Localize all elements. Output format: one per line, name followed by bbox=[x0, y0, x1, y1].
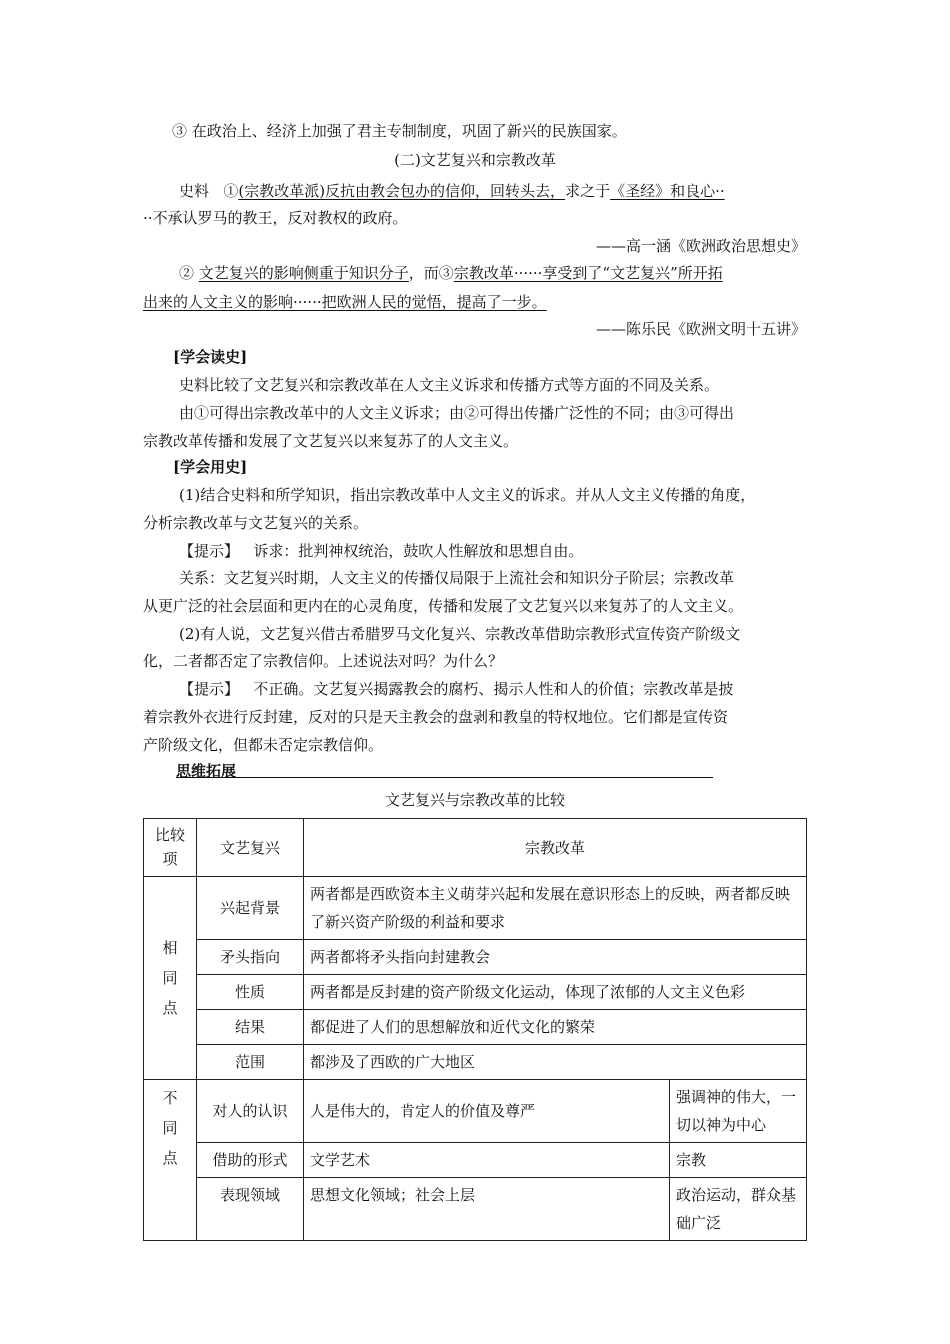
use-heading: [学会用史] bbox=[173, 458, 248, 476]
row-item: 结果 bbox=[197, 1010, 304, 1045]
source-2-number: ② bbox=[179, 264, 199, 282]
intro-paragraph: ③ 在政治上、经济上加强了君主专制制度，巩固了新兴的民族国家。 bbox=[172, 122, 627, 140]
comparison-table bbox=[143, 818, 807, 1241]
read-heading: [学会读史] bbox=[173, 348, 248, 366]
source-2-quote-b: 宗教改革······享受到了“文艺复兴”所开拓 bbox=[453, 264, 723, 282]
table-row bbox=[144, 1080, 807, 1143]
row-text: 都涉及了西欧的广大地区 bbox=[304, 1045, 807, 1080]
row-renaissance: 文学艺术 bbox=[304, 1143, 670, 1178]
table-title: 文艺复兴与宗教改革的比较 bbox=[384, 791, 565, 809]
source-2-line-1 bbox=[179, 263, 723, 283]
answer-2-text: 不正确。文艺复兴揭露教会的腐朽、揭示人性和人的价值；宗教改革是披 bbox=[253, 680, 734, 698]
row-reformation: 宗教 bbox=[670, 1143, 807, 1178]
hint-label-2: 【提示】 bbox=[179, 680, 240, 698]
row-item: 性质 bbox=[197, 975, 304, 1010]
row-reformation: 政治运动，群众基础广泛 bbox=[670, 1178, 807, 1241]
same-label: 相同点 bbox=[144, 877, 197, 1080]
question-2-line-2: 化，二者都否定了宗教信仰。上述说法对吗？为什么？ bbox=[143, 652, 504, 670]
row-item: 表现领域 bbox=[197, 1178, 304, 1241]
row-text: 两者都将矛头指向封建教会 bbox=[304, 940, 807, 975]
diff-label: 不同点 bbox=[144, 1080, 197, 1241]
hint-label: 【提示】 bbox=[179, 542, 240, 560]
read-paragraph-2-line-2: 宗教改革传播和发展了文艺复兴以来复苏了的人文主义。 bbox=[143, 432, 519, 450]
source-2-citation: ——陈乐民《欧洲文明十五讲》 bbox=[595, 320, 806, 338]
source-2-connector: ，而③ bbox=[408, 264, 454, 282]
extend-heading: 思维拓展 bbox=[176, 762, 237, 780]
table-row bbox=[144, 975, 807, 1010]
row-item: 范围 bbox=[197, 1045, 304, 1080]
source-1-number: ① bbox=[223, 182, 239, 200]
question-1-line-1: (1)结合史料和所学知识，指出宗教改革中人文主义的诉求。并从人文主义传播的角度， bbox=[179, 486, 756, 504]
answer-1b-line-1: 关系：文艺复兴时期，人文主义的传播仅局限于上流社会和知识分子阶层；宗教改革 bbox=[179, 569, 735, 587]
table-header-row bbox=[144, 819, 807, 877]
read-paragraph-2-line-1: 由①可得出宗教改革中的人文主义诉求；由②可得出传播广泛性的不同；由③可得出 bbox=[179, 404, 735, 422]
header-reformation: 宗教改革 bbox=[304, 819, 807, 877]
row-item: 对人的认识 bbox=[197, 1080, 304, 1143]
source-2-line-2: 出来的人文主义的影响······把欧洲人民的觉悟，提高了一步。 bbox=[143, 293, 547, 311]
table-row bbox=[144, 1045, 807, 1080]
row-text: 都促进了人们的思想解放和近代文化的繁荣 bbox=[304, 1010, 807, 1045]
source-1-quote-a: (宗教改革派)反抗由教会包办的信仰，回转头去， bbox=[238, 182, 566, 200]
source-1-quote-c: 《圣经》和良心·· bbox=[610, 182, 725, 200]
row-renaissance: 人是伟大的，肯定人的价值及尊严 bbox=[304, 1080, 670, 1143]
table-row bbox=[144, 940, 807, 975]
read-paragraph-1: 史料比较了文艺复兴和宗教改革在人文主义诉求和传播方式等方面的不同及关系。 bbox=[179, 376, 720, 394]
source-1-quote-b: 求之于 bbox=[565, 182, 611, 200]
answer-1-text: 诉求：批判神权统治，鼓吹人性解放和思想自由。 bbox=[253, 542, 584, 560]
heading-divider bbox=[176, 777, 713, 778]
source-1-citation: ——高一涵《欧洲政治思想史》 bbox=[595, 237, 806, 255]
row-item: 借助的形式 bbox=[197, 1143, 304, 1178]
table-row bbox=[144, 1010, 807, 1045]
question-1-line-2: 分析宗教改革与文艺复兴的关系。 bbox=[143, 514, 369, 532]
row-text: 两者都是反封建的资产阶级文化运动，体现了浓郁的人文主义色彩 bbox=[304, 975, 807, 1010]
row-renaissance: 思想文化领域；社会上层 bbox=[304, 1178, 670, 1241]
header-renaissance: 文艺复兴 bbox=[197, 819, 304, 877]
header-item: 比较项 bbox=[144, 819, 197, 877]
answer-1 bbox=[179, 541, 583, 561]
row-text: 两者都是西欧资本主义萌芽兴起和发展在意识形态上的反映，两者都反映了新兴资产阶级的利益和要求 bbox=[304, 877, 807, 940]
source-1-line-1 bbox=[179, 181, 725, 201]
source-label: 史料 bbox=[179, 182, 210, 200]
row-reformation: 强调神的伟大，一切以神为中心 bbox=[670, 1080, 807, 1143]
answer-2-line-3: 产阶级文化，但都未否定宗教信仰。 bbox=[143, 736, 384, 754]
table-row bbox=[144, 877, 807, 940]
table-row bbox=[144, 1178, 807, 1241]
source-1-line-2: ··不承认罗马的教王，反对教权的政府。 bbox=[143, 209, 408, 227]
source-2-quote-a: 文艺复兴的影响侧重于知识分子 bbox=[198, 264, 409, 282]
section-title: (二)文艺复兴和宗教改革 bbox=[394, 151, 556, 169]
answer-2-line-1 bbox=[179, 679, 733, 699]
question-2-line-1: (2)有人说，文艺复兴借古希腊罗马文化复兴、宗教改革借助宗教形式宣传资产阶级文 bbox=[179, 625, 741, 643]
row-item: 矛头指向 bbox=[197, 940, 304, 975]
row-item: 兴起背景 bbox=[197, 877, 304, 940]
answer-1b-line-2: 从更广泛的社会层面和更内在的心灵角度，传播和发展了文艺复兴以来复苏了的人文主义。 bbox=[143, 597, 744, 615]
table-row bbox=[144, 1143, 807, 1178]
answer-2-line-2: 着宗教外衣进行反封建，反对的只是天主教会的盘剥和教皇的特权地位。它们都是宣传资 bbox=[143, 708, 729, 726]
